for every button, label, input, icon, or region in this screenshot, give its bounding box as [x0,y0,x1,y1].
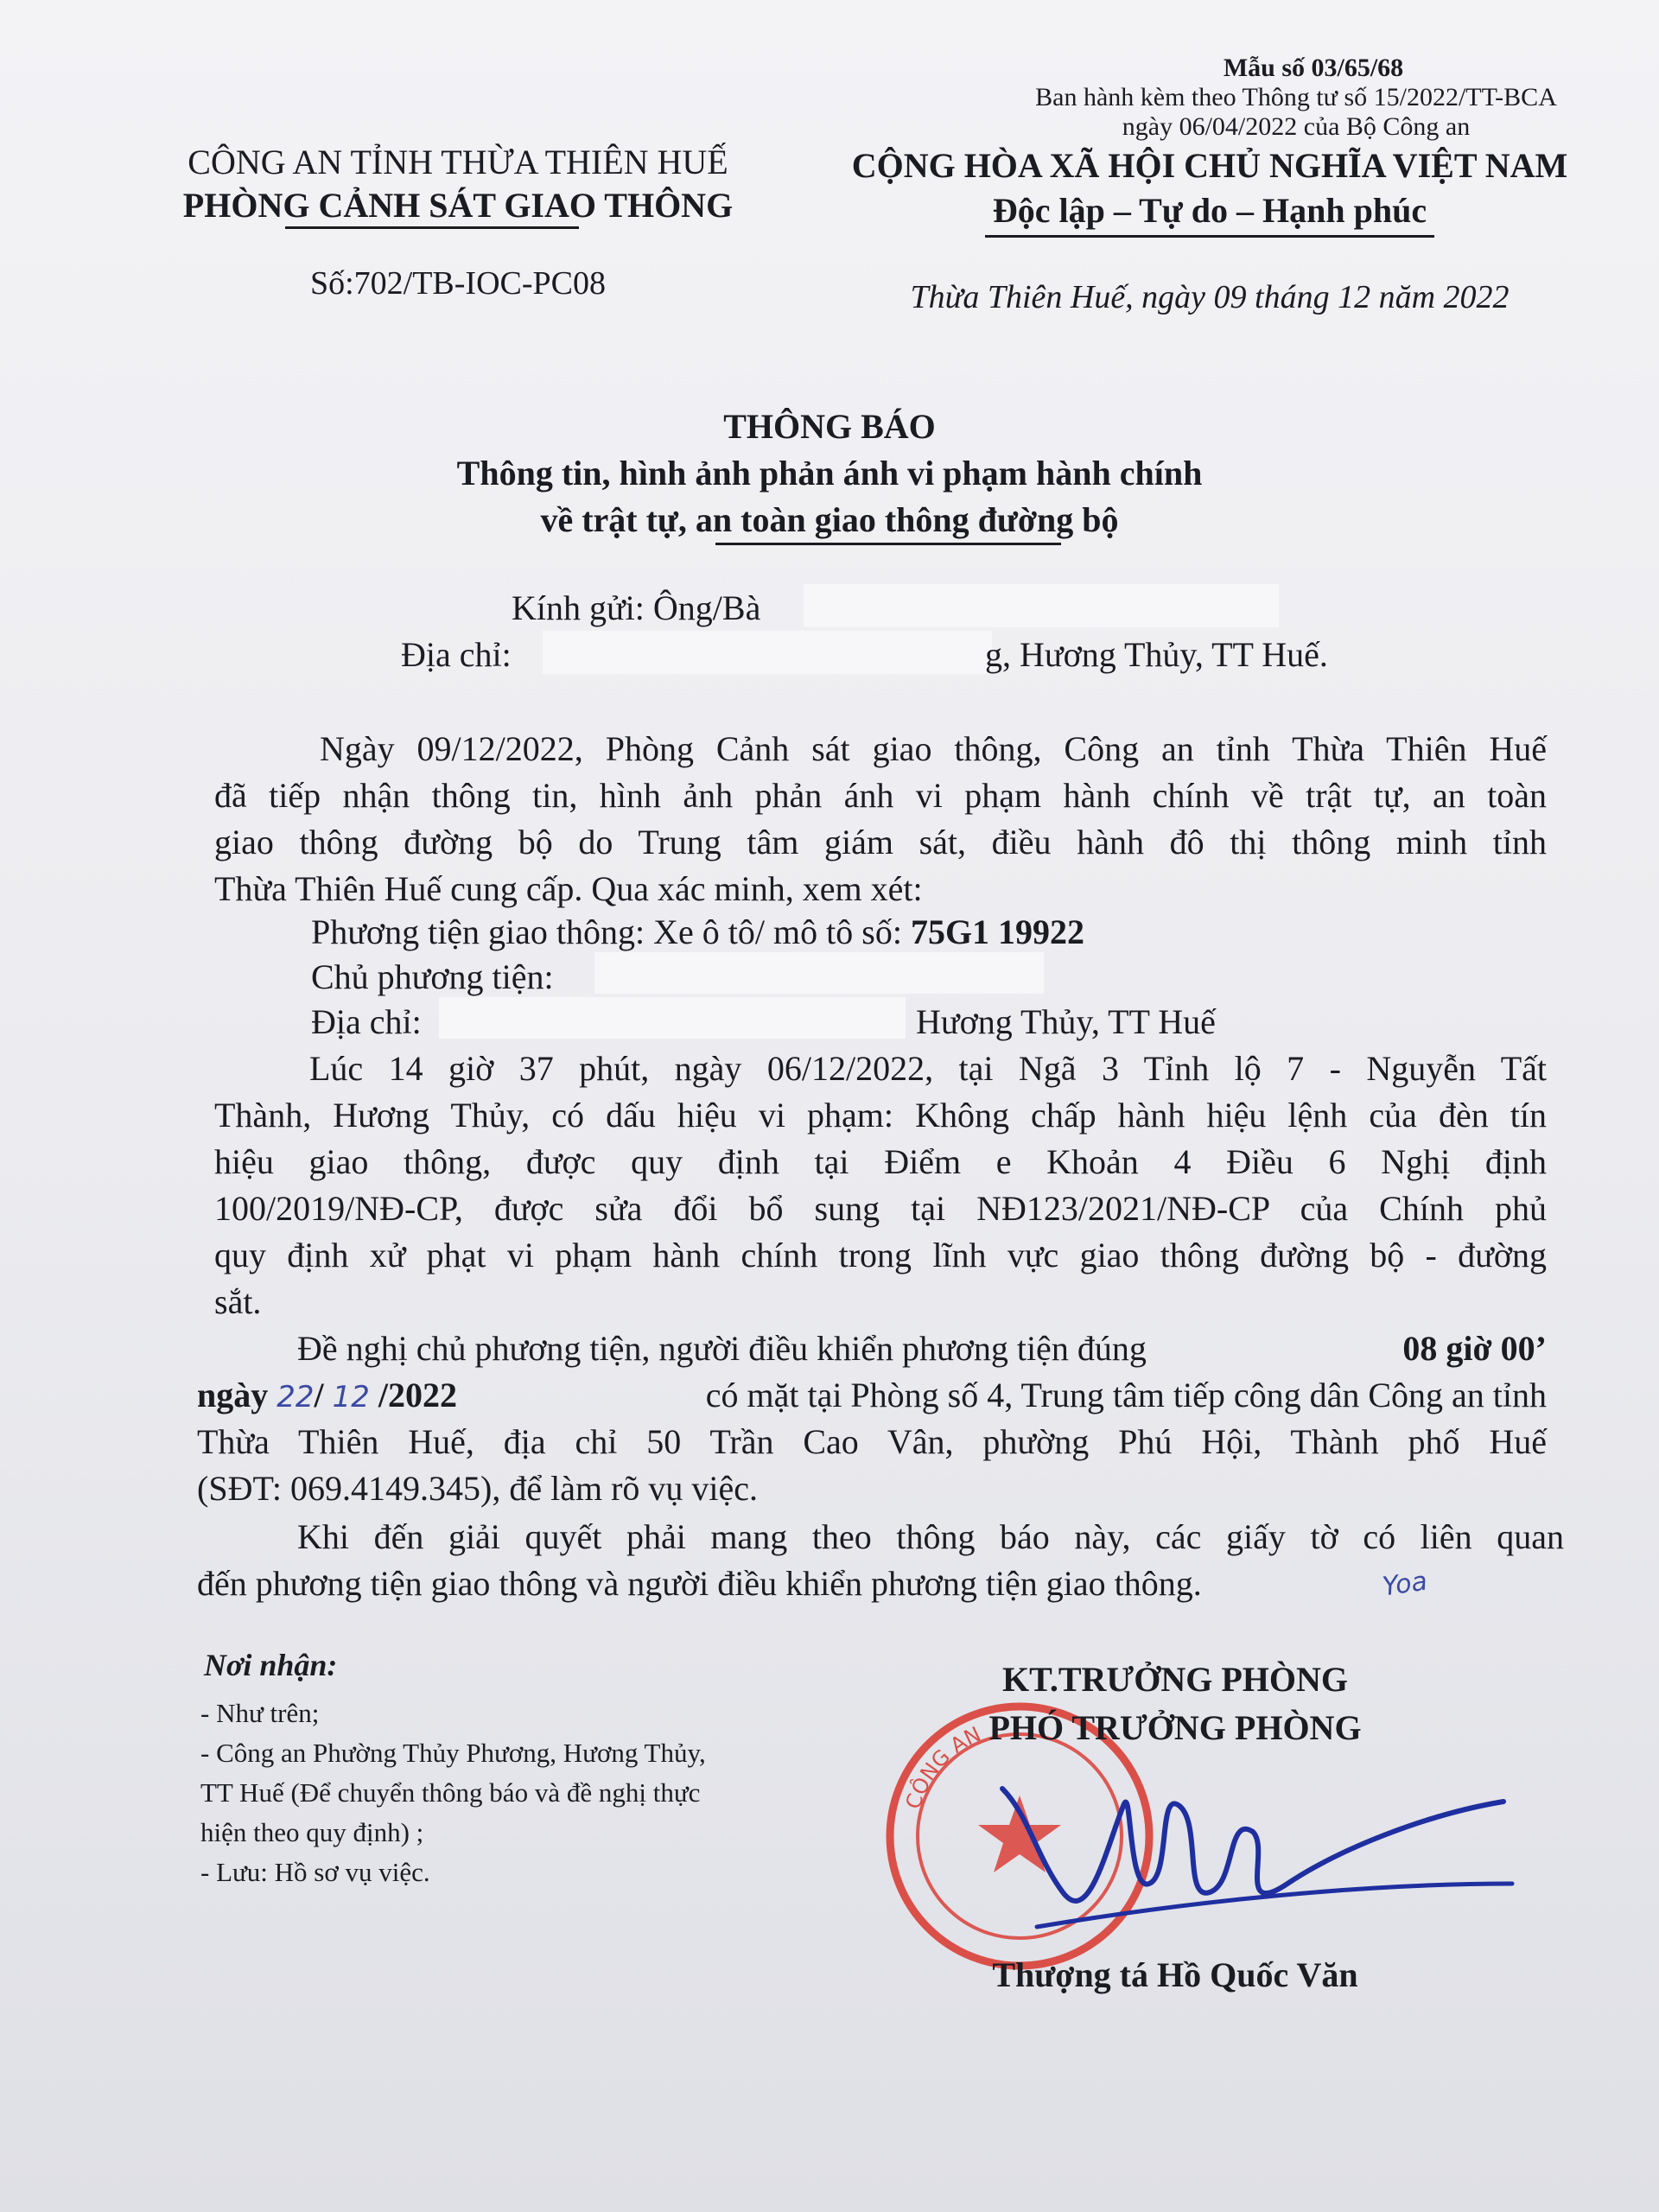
owner-label: Chủ phương tiện: [311,957,554,996]
department-name: PHÒNG CẢNH SÁT GIAO THÔNG [182,186,734,225]
p4-line-2: đến phương tiện giao thông và người điều khiển phương tiện giao thông. [197,1564,1202,1603]
stamp-text: CÔNG AN [900,1721,985,1812]
owner-address-label: Địa chỉ: [311,1002,422,1041]
p3-year: /2022 [378,1376,458,1414]
owner-address-tail: Hương Thủy, TT Huế [916,1002,1216,1041]
p2-line-1: Lúc 14 giờ 37 phút, ngày 06/12/2022, tại Ngã 3 Tỉnh lộ 7 - Nguyễn Tất [309,1049,1547,1088]
p1-line-3: giao thông đường bộ do Trung tâm giám sát, điều hành đô thị thông minh tỉnh [214,823,1547,861]
place-date: Thừa Thiên Huế, ngày 09 tháng 12 năm 2022 [910,279,1510,315]
form-issued-line1: Ban hành kèm theo Thông tư số 15/2022/TT-BCA [1035,83,1557,111]
p3-line-2 [197,1372,1547,1421]
agency-name: CÔNG AN TỈNH THỪA THIÊN HUẾ [188,143,728,181]
signature-title-1: KT.TRƯỞNG PHÒNG [1002,1660,1348,1699]
recipients-line-4: hiện theo quy định) ; [200,1817,424,1847]
p3-line-2-rest: có mặt tại Phòng số 4, Trung tâm tiếp công dân Công an tỉnh [705,1376,1547,1414]
recipients-line-1: - Như trên; [200,1698,320,1728]
recipients-line-5: - Lưu: Hồ sơ vụ việc. [200,1857,430,1887]
vehicle-label: Phương tiện giao thông: Xe ô tô/ mô tô số: [311,912,902,951]
p3-month-handwritten: 12 [332,1380,370,1414]
p4-line-1: Khi đến giải quyết phải mang theo thông báo này, các giấy tờ có liên quan [297,1517,1564,1556]
document-number: Số:702/TB-IOC-PC08 [309,265,607,302]
country-name: CỘNG HÒA XÃ HỘI CHỦ NGHĨA VIỆT NAM [851,146,1568,185]
redacted-address [543,631,992,674]
p1-line-4: Thừa Thiên Huế cung cấp. Qua xác minh, xem xét: [214,869,923,908]
recipients-line-2: - Công an Phường Thủy Phương, Hương Thủy, [200,1738,706,1768]
p2-line-3: hiệu giao thông, được quy định tại Điểm e Khoản 4 Điều 6 Nghị định [214,1142,1547,1181]
notice-heading: THÔNG BÁO [723,407,936,446]
address-tail: g, Hương Thủy, TT Huế. [985,635,1328,674]
redacted-owner [594,952,1044,994]
vehicle-row [311,909,1084,956]
notice-subtitle-1: Thông tin, hình ảnh phản ánh vi phạm hành chính [456,454,1203,493]
redacted-name [804,584,1279,627]
notice-subtitle-2: về trật tự, an toàn giao thông đường bộ [540,500,1119,539]
p3-line-3: Thừa Thiên Huế, địa chỉ 50 Trần Cao Vân, phường Phú Hội, Thành phố Huế [197,1422,1547,1461]
department-underline [285,226,579,229]
p3-day-handwritten: 22 [276,1380,315,1414]
handwritten-signature [976,1754,1529,1953]
initials-handwritten: Yoa [1380,1566,1429,1603]
p3-sep: / [314,1376,324,1414]
p2-line-5: quy định xử phạt vi phạm hành chính trong lĩnh vực giao thông đường bộ - đường [214,1236,1547,1274]
recipients-list [200,1694,706,1892]
motto-underline [985,235,1434,238]
form-number: Mẫu số 03/65/68 [1223,54,1404,82]
p3-text: Đề nghị chủ phương tiện, người điều khiển phương tiện đúng [297,1329,1147,1368]
p2-line-2: Thành, Hương Thủy, có dấu hiệu vi phạm: Không chấp hành hiệu lệnh của đèn tín [214,1096,1547,1135]
p1-line-2: đã tiếp nhận thông tin, hình ảnh phản ánh vi phạm hành chính về trật tự, an toàn [214,776,1547,815]
signature-title-2: PHÓ TRƯỞNG PHÒNG [988,1708,1362,1747]
greeting-label: Kính gửi: Ông/Bà [512,588,761,627]
redacted-owner-address [439,997,906,1039]
national-motto: Độc lập – Tự do – Hạnh phúc [992,191,1427,230]
recipients-label: Nơi nhận: [204,1648,338,1682]
p2-line-6: sắt. [214,1282,262,1321]
p3-line-4: (SĐT: 069.4149.345), để làm rõ vụ việc. [197,1469,759,1508]
form-issued-line2: ngày 06/04/2022 của Bộ Công an [1122,112,1471,141]
vehicle-plate: 75G1 19922 [910,912,1085,951]
p1-line-1: Ngày 09/12/2022, Phòng Cảnh sát giao thông, Công an tỉnh Thừa Thiên Huế [320,729,1547,768]
p3-ngay: ngày [197,1376,269,1414]
p3-line-1 [297,1325,1547,1372]
address-label: Địa chỉ: [401,635,512,674]
subtitle-underline [715,543,1061,545]
recipients-line-3: TT Huế (Để chuyển thông báo và đề nghị thực [200,1777,701,1808]
signer-name: Thượng tá Hồ Quốc Văn [992,1955,1358,1994]
p3-time: 08 giờ 00’ [1402,1329,1547,1368]
p2-line-4: 100/2019/NĐ-CP, được sửa đổi bổ sung tại NĐ123/2021/NĐ-CP của Chính phủ [214,1189,1547,1228]
